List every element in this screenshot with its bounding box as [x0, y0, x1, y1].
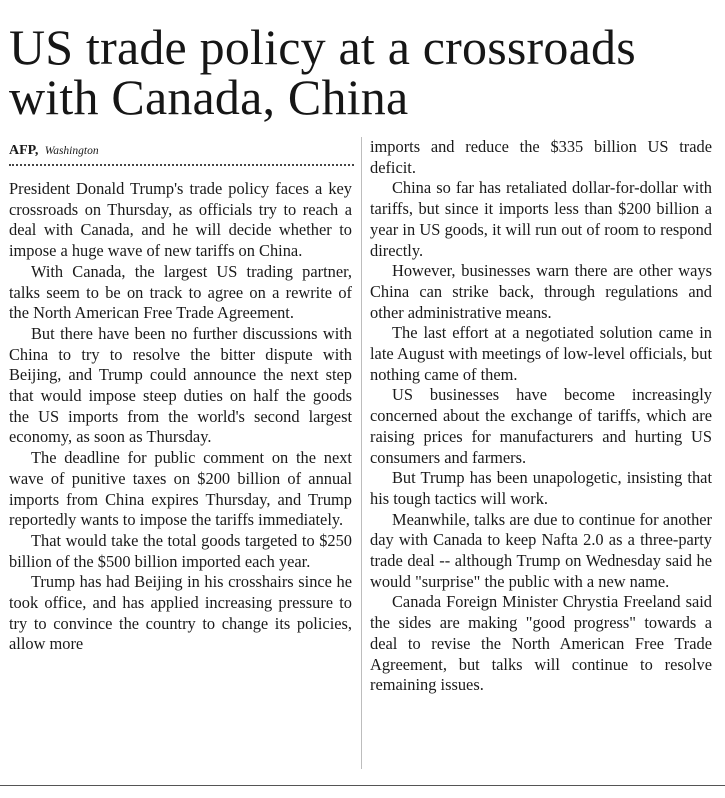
paragraph: However, businesses warn there are other ways China can strike back, through regulations and other administrative means. [370, 261, 712, 322]
paragraph: But there have been no further discussions with China to try to resolve the bitter dispute with Beijing, and Trump could announce the next step that would impose steep duties on half the goods the US imports from the world's second largest economy, as soon as Thursday. [9, 323, 352, 447]
paragraph: But Trump has been unapologetic, insisting that his tough tactics will work. [370, 468, 712, 508]
article-column-right [370, 137, 712, 696]
byline-agency: AFP, [9, 143, 39, 158]
bottom-rule [0, 785, 725, 786]
paragraph: The deadline for public comment on the next wave of punitive taxes on $200 billion of annual imports from China expires Thursday, and Trump reportedly wants to impose the tariffs immediately. [9, 448, 352, 530]
article-column-left [9, 179, 352, 655]
paragraph: With Canada, the largest US trading partner, talks seem to be on track to agree on a rewrite of the North American Free Trade Agreement. [9, 261, 352, 323]
byline-dateline: Washington [44, 145, 99, 157]
byline [9, 142, 354, 159]
dotted-divider [9, 164, 354, 166]
paragraph: President Donald Trump's trade policy faces a key crossroads on Thursday, as officials try to reach a deal with Canada, and he will decide whether to impose a huge wave of new tariffs on China. [9, 179, 352, 261]
paragraph: China so far has retaliated dollar-for-dollar with tariffs, but since it imports less than $200 billion a year in US goods, it will run out of room to respond directly. [370, 178, 712, 260]
headline: US trade policy at a crossroads with Canada, China [9, 19, 636, 125]
paragraph: Canada Foreign Minister Chrystia Freeland said the sides are making "good progress" towards a deal to revise the North American Free Trade Agreement, but talks will continue to resolve remaining issues. [370, 592, 712, 695]
column-rule [361, 137, 362, 769]
paragraph: The last effort at a negotiated solution came in late August with meetings of low-level officials, but nothing came of them. [370, 323, 712, 384]
paragraph: Meanwhile, talks are due to continue for another day with Canada to keep Nafta 2.0 as a three-party trade deal -- although Trump on Wednesday said he would "surprise" the public with a new name. [370, 509, 712, 591]
paragraph: imports and reduce the $335 billion US trade deficit. [370, 137, 712, 177]
paragraph: US businesses have become increasingly concerned about the exchange of tariffs, which are raising prices for manufacturers and hurting US consumers and farmers. [370, 385, 712, 467]
paragraph: Trump has had Beijing in his crosshairs since he took office, and has applied increasing pressure to try to convince the country to change its policies, allow more [9, 572, 352, 654]
paragraph: That would take the total goods targeted to $250 billion of the $500 billion imported each year. [9, 530, 352, 571]
